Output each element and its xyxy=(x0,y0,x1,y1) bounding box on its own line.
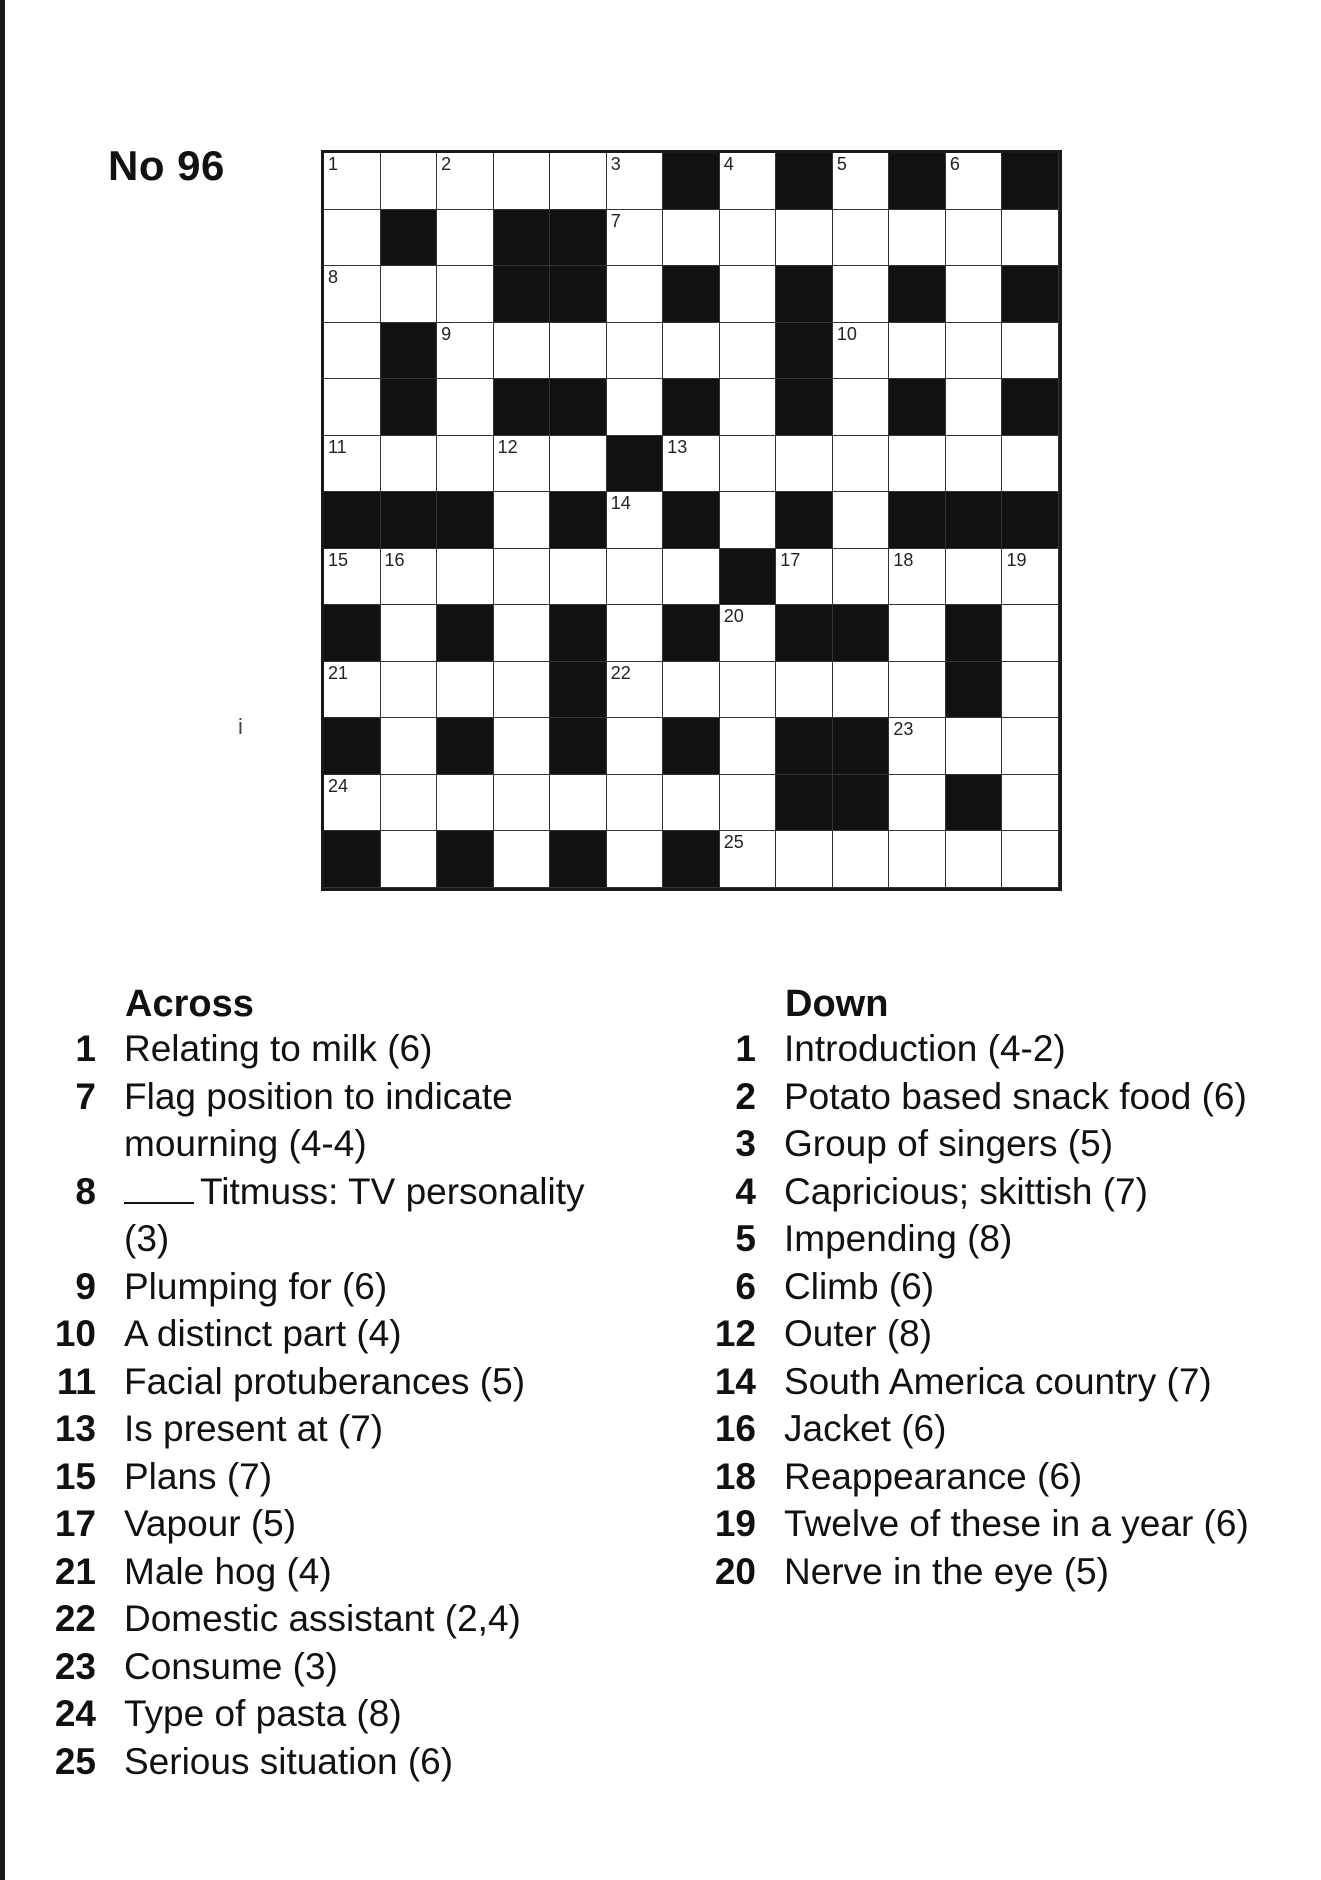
grid-cell-black xyxy=(833,775,890,832)
grid-cell[interactable] xyxy=(833,323,890,380)
grid-cell-black xyxy=(324,718,381,775)
clue-number: 15 xyxy=(54,1455,96,1497)
grid-cell[interactable] xyxy=(324,436,381,493)
grid-cell[interactable] xyxy=(663,549,720,606)
grid-cell[interactable] xyxy=(833,153,890,210)
stray-mark: i xyxy=(238,714,243,739)
grid-cell[interactable] xyxy=(720,379,777,436)
grid-cell[interactable] xyxy=(550,153,607,210)
grid-cell-black xyxy=(946,662,1003,719)
grid-cell-black xyxy=(889,492,946,549)
cell-number: 17 xyxy=(780,549,801,570)
grid-cell-black xyxy=(1002,379,1059,436)
grid-cell[interactable] xyxy=(607,323,664,380)
grid-cell[interactable] xyxy=(381,436,438,493)
grid-cell[interactable] xyxy=(437,775,494,832)
clue-number: 9 xyxy=(75,1265,96,1307)
clue-number: 16 xyxy=(714,1408,756,1449)
grid-cell[interactable] xyxy=(889,436,946,493)
cell-number: 5 xyxy=(836,154,847,174)
clue-text: Plumping for (6) xyxy=(124,1265,388,1307)
grid-cell[interactable] xyxy=(494,153,551,210)
grid-cell-black xyxy=(494,266,551,323)
clue-text: Impending (8) xyxy=(784,1218,1013,1259)
across-clue-1 xyxy=(40,1025,600,1073)
grid-cell[interactable] xyxy=(607,605,664,662)
grid-cell-black xyxy=(381,379,438,436)
grid-cell[interactable] xyxy=(720,775,777,832)
grid-cell-black xyxy=(889,266,946,323)
grid-cell-black xyxy=(663,718,720,775)
grid-cell[interactable] xyxy=(607,831,664,888)
grid-cell[interactable] xyxy=(437,436,494,493)
clue-text: Jacket (6) xyxy=(784,1408,947,1449)
grid-cell[interactable] xyxy=(889,718,946,775)
grid-cell[interactable] xyxy=(889,605,946,662)
across-clue-25 xyxy=(40,1738,600,1786)
grid-cell[interactable] xyxy=(663,662,720,719)
grid-cell-black xyxy=(776,153,833,210)
clue-text: Twelve of these in a year (6) xyxy=(784,1503,1249,1544)
grid-cell-black xyxy=(946,605,1003,662)
grid-cell[interactable] xyxy=(720,153,777,210)
grid-cell-black xyxy=(776,492,833,549)
clue-number: 12 xyxy=(714,1313,756,1354)
grid-cell[interactable] xyxy=(946,323,1003,380)
grid-cell[interactable] xyxy=(607,379,664,436)
grid-cell[interactable] xyxy=(889,775,946,832)
grid-cell-black xyxy=(889,153,946,210)
clue-text: Flag position to indicate mourning (4-4) xyxy=(124,1075,513,1164)
grid-cell[interactable] xyxy=(720,605,777,662)
across-clue-21 xyxy=(40,1548,600,1596)
grid-cell-black xyxy=(607,436,664,493)
grid-cell-black xyxy=(1002,492,1059,549)
grid-cell[interactable] xyxy=(381,549,438,606)
grid-cell[interactable] xyxy=(663,436,720,493)
grid-cell[interactable] xyxy=(494,323,551,380)
grid-cell[interactable] xyxy=(550,436,607,493)
across-clue-17 xyxy=(40,1500,600,1548)
grid-cell-black xyxy=(663,266,720,323)
clue-number: 11 xyxy=(56,1360,96,1402)
grid-cell[interactable] xyxy=(776,549,833,606)
grid-cell-black xyxy=(437,605,494,662)
grid-cell-black xyxy=(550,266,607,323)
clue-number: 24 xyxy=(54,1693,96,1734)
cell-number: 6 xyxy=(949,154,960,174)
grid-cell[interactable] xyxy=(833,492,890,549)
grid-cell[interactable] xyxy=(607,662,664,719)
grid-cell-black xyxy=(776,266,833,323)
grid-cell[interactable] xyxy=(324,323,381,380)
clue-text: Climb (6) xyxy=(784,1265,935,1307)
clue-text: Type of pasta (8) xyxy=(124,1693,402,1734)
grid-cell-black xyxy=(550,492,607,549)
clue-blank-line xyxy=(124,1174,194,1204)
grid-cell-black xyxy=(437,718,494,775)
grid-cell[interactable] xyxy=(1002,831,1059,888)
clue-number: 14 xyxy=(714,1360,756,1402)
clue-text: Is present at (7) xyxy=(124,1408,384,1449)
clue-number: 25 xyxy=(54,1740,96,1782)
down-clue-6 xyxy=(700,1263,1310,1311)
grid-cell[interactable] xyxy=(550,549,607,606)
grid-cell[interactable] xyxy=(776,210,833,267)
grid-cell[interactable] xyxy=(437,379,494,436)
clue-text: Male hog (4) xyxy=(124,1550,332,1592)
grid-cell[interactable] xyxy=(833,210,890,267)
grid-cell[interactable] xyxy=(833,549,890,606)
grid-cell[interactable] xyxy=(1002,436,1059,493)
grid-cell[interactable] xyxy=(833,379,890,436)
cell-number: 25 xyxy=(723,832,744,853)
across-clue-7 xyxy=(40,1073,600,1168)
grid-cell[interactable] xyxy=(720,210,777,267)
clue-text: A distinct part (4) xyxy=(124,1313,402,1354)
across-clue-8 xyxy=(40,1168,600,1263)
grid-cell-black xyxy=(550,718,607,775)
grid-cell-black xyxy=(550,831,607,888)
clue-text: Capricious; skittish (7) xyxy=(784,1170,1148,1212)
grid-cell[interactable] xyxy=(720,662,777,719)
grid-cell[interactable] xyxy=(946,210,1003,267)
grid-cell[interactable] xyxy=(720,266,777,323)
grid-cell[interactable] xyxy=(946,718,1003,775)
grid-cell[interactable] xyxy=(381,605,438,662)
grid-cell-black xyxy=(663,492,720,549)
across-clue-11 xyxy=(40,1358,600,1406)
grid-cell[interactable] xyxy=(437,266,494,323)
down-clues xyxy=(700,983,1310,1595)
grid-cell[interactable] xyxy=(776,436,833,493)
cell-number: 14 xyxy=(610,493,631,514)
grid-cell-black xyxy=(720,549,777,606)
grid-cell-black xyxy=(550,662,607,719)
cell-number: 21 xyxy=(328,662,349,683)
clue-text: Reappearance (6) xyxy=(784,1455,1083,1497)
clue-text: Outer (8) xyxy=(784,1313,933,1354)
down-clue-list xyxy=(700,1025,1310,1595)
grid-cell[interactable] xyxy=(324,153,381,210)
down-clue-16 xyxy=(700,1405,1310,1453)
grid-cell[interactable] xyxy=(1002,775,1059,832)
clue-number: 19 xyxy=(714,1503,756,1544)
grid-cell[interactable] xyxy=(946,831,1003,888)
grid-cell[interactable] xyxy=(437,662,494,719)
grid-cell[interactable] xyxy=(437,549,494,606)
grid-cell[interactable] xyxy=(324,379,381,436)
grid-cell[interactable] xyxy=(889,549,946,606)
grid-cell-black xyxy=(381,323,438,380)
grid-cell[interactable] xyxy=(550,323,607,380)
cell-number: 4 xyxy=(723,154,734,174)
cell-number: 7 xyxy=(610,210,621,231)
cell-number: 2 xyxy=(441,154,452,174)
clue-number: 22 xyxy=(54,1598,96,1639)
grid-cell-black xyxy=(1002,266,1059,323)
grid-cell-black xyxy=(776,379,833,436)
grid-cell[interactable] xyxy=(946,436,1003,493)
across-clue-22 xyxy=(40,1595,600,1643)
clue-number: 3 xyxy=(735,1123,756,1164)
clue-number: 23 xyxy=(54,1645,96,1687)
clue-text: South America country (7) xyxy=(784,1360,1212,1402)
grid-cell-black xyxy=(663,153,720,210)
cell-number: 9 xyxy=(441,323,452,344)
grid-cell-black xyxy=(494,210,551,267)
grid-cell[interactable] xyxy=(720,831,777,888)
cell-number: 16 xyxy=(384,549,405,570)
grid-cell-black xyxy=(550,379,607,436)
grid-cell[interactable] xyxy=(324,662,381,719)
grid-cell-black xyxy=(324,492,381,549)
grid-cell[interactable] xyxy=(889,662,946,719)
grid-cell[interactable] xyxy=(381,775,438,832)
grid-cell[interactable] xyxy=(607,153,664,210)
grid-cell-black xyxy=(776,775,833,832)
clue-text: Introduction (4-2) xyxy=(784,1028,1066,1069)
down-clue-4 xyxy=(700,1168,1310,1216)
grid-cell[interactable] xyxy=(494,831,551,888)
grid-cell-black xyxy=(381,492,438,549)
grid-cell[interactable] xyxy=(889,831,946,888)
cell-number: 20 xyxy=(723,606,744,627)
grid-cell[interactable] xyxy=(663,210,720,267)
clue-number: 1 xyxy=(735,1028,756,1069)
grid-cell-black xyxy=(381,210,438,267)
clue-number: 10 xyxy=(54,1313,96,1354)
down-clue-2 xyxy=(700,1073,1310,1121)
grid-cell[interactable] xyxy=(437,323,494,380)
grid-cell[interactable] xyxy=(663,775,720,832)
grid-cell[interactable] xyxy=(607,492,664,549)
clue-number: 20 xyxy=(714,1550,756,1592)
grid-cell[interactable] xyxy=(1002,323,1059,380)
puzzle-title: No 96 xyxy=(108,142,225,189)
across-clues xyxy=(40,983,600,1785)
grid-cell[interactable] xyxy=(776,662,833,719)
grid-cell-black xyxy=(663,379,720,436)
grid-cell[interactable] xyxy=(720,492,777,549)
across-clue-10 xyxy=(40,1310,600,1358)
grid-cell[interactable] xyxy=(1002,549,1059,606)
grid-cell-black xyxy=(550,605,607,662)
cell-number: 12 xyxy=(497,436,518,457)
grid-cell[interactable] xyxy=(381,831,438,888)
clue-number: 8 xyxy=(75,1170,96,1212)
across-clue-24 xyxy=(40,1690,600,1738)
grid-cell-black xyxy=(776,718,833,775)
grid-cell-black xyxy=(889,379,946,436)
grid-cell[interactable] xyxy=(776,831,833,888)
down-clue-18 xyxy=(700,1453,1310,1501)
grid-cell[interactable] xyxy=(833,831,890,888)
grid-cell[interactable] xyxy=(381,266,438,323)
cell-number: 8 xyxy=(328,267,339,288)
clue-text: Domestic assistant (2,4) xyxy=(124,1598,521,1639)
grid-cell-black xyxy=(833,718,890,775)
grid-cell-black xyxy=(663,605,720,662)
across-clue-list xyxy=(40,1025,600,1785)
grid-cell[interactable] xyxy=(946,266,1003,323)
clue-number: 1 xyxy=(75,1028,96,1069)
cell-number: 13 xyxy=(667,436,688,457)
grid-cell[interactable] xyxy=(381,718,438,775)
grid-cell-black xyxy=(946,492,1003,549)
grid-cell[interactable] xyxy=(494,436,551,493)
clue-number: 5 xyxy=(735,1218,756,1259)
grid-cell[interactable] xyxy=(607,210,664,267)
grid-cell-black xyxy=(776,605,833,662)
clue-text: Consume (3) xyxy=(124,1645,338,1687)
cell-number: 22 xyxy=(610,662,631,683)
grid-cell-black xyxy=(437,831,494,888)
clue-number: 7 xyxy=(75,1075,96,1117)
grid-cell-black xyxy=(550,210,607,267)
clue-text: Facial protuberances (5) xyxy=(124,1360,526,1402)
down-clue-1 xyxy=(700,1025,1310,1073)
grid-cell[interactable] xyxy=(720,323,777,380)
clue-text: Plans (7) xyxy=(124,1455,273,1497)
grid-cell[interactable] xyxy=(607,549,664,606)
across-clue-13 xyxy=(40,1405,600,1453)
grid-cell[interactable] xyxy=(720,718,777,775)
across-heading: Across xyxy=(125,983,254,1025)
down-clue-19 xyxy=(700,1500,1310,1548)
across-clue-9 xyxy=(40,1263,600,1311)
down-clue-20 xyxy=(700,1548,1310,1596)
grid-cell[interactable] xyxy=(607,266,664,323)
down-heading: Down xyxy=(785,983,889,1025)
clue-number: 4 xyxy=(735,1170,756,1212)
down-clue-3 xyxy=(700,1120,1310,1168)
grid-cell[interactable] xyxy=(494,775,551,832)
clue-number: 18 xyxy=(714,1455,756,1497)
clue-text: Titmuss: TV personality (3) xyxy=(124,1170,585,1259)
grid-cell-black xyxy=(324,605,381,662)
grid-cell[interactable] xyxy=(494,718,551,775)
grid-cell[interactable] xyxy=(550,775,607,832)
grid-cell[interactable] xyxy=(946,379,1003,436)
grid-cell[interactable] xyxy=(1002,662,1059,719)
grid-cell[interactable] xyxy=(494,605,551,662)
grid-cell[interactable] xyxy=(324,549,381,606)
grid-cell[interactable] xyxy=(381,153,438,210)
cell-number: 10 xyxy=(836,323,857,344)
grid-cell[interactable] xyxy=(324,266,381,323)
grid-cell[interactable] xyxy=(324,210,381,267)
grid-cell[interactable] xyxy=(833,436,890,493)
clue-text: Relating to milk (6) xyxy=(124,1028,433,1069)
grid-cell[interactable] xyxy=(437,153,494,210)
clue-text: Potato based snack food (6) xyxy=(784,1075,1247,1117)
grid-cell[interactable] xyxy=(720,436,777,493)
clue-text: Group of singers (5) xyxy=(784,1123,1114,1164)
grid-cell[interactable] xyxy=(494,662,551,719)
grid-cell[interactable] xyxy=(1002,210,1059,267)
down-clue-5 xyxy=(700,1215,1310,1263)
cell-number: 15 xyxy=(328,549,349,570)
grid-cell[interactable] xyxy=(1002,605,1059,662)
grid-cell-black xyxy=(663,831,720,888)
grid-cell[interactable] xyxy=(663,323,720,380)
down-clue-12 xyxy=(700,1310,1310,1358)
grid-cell[interactable] xyxy=(494,492,551,549)
grid-cell-black xyxy=(946,775,1003,832)
grid-cell-black xyxy=(324,831,381,888)
grid-cell-black xyxy=(776,323,833,380)
grid-cell[interactable] xyxy=(607,775,664,832)
grid-cell[interactable] xyxy=(437,210,494,267)
grid-cell[interactable] xyxy=(889,323,946,380)
grid-cell[interactable] xyxy=(946,153,1003,210)
grid-cell-black xyxy=(437,492,494,549)
grid-cell[interactable] xyxy=(1002,718,1059,775)
grid-cell[interactable] xyxy=(494,549,551,606)
cell-number: 1 xyxy=(328,154,339,174)
cell-number: 18 xyxy=(893,549,914,570)
grid-cell-black xyxy=(1002,153,1059,210)
cell-number: 23 xyxy=(893,719,914,740)
grid-cell[interactable] xyxy=(381,662,438,719)
clue-number: 17 xyxy=(54,1503,96,1544)
clue-text: Nerve in the eye (5) xyxy=(784,1550,1109,1592)
clue-text: Vapour (5) xyxy=(124,1503,297,1544)
cell-number: 11 xyxy=(328,436,347,457)
clue-number: 6 xyxy=(735,1265,756,1307)
grid-cell-black xyxy=(833,605,890,662)
grid-cell[interactable] xyxy=(324,775,381,832)
clue-number: 21 xyxy=(54,1550,96,1592)
page-edge-line xyxy=(0,0,5,1880)
crossword-grid xyxy=(321,150,1062,891)
grid-cell[interactable] xyxy=(833,266,890,323)
down-clue-14 xyxy=(700,1358,1310,1406)
grid-cell[interactable] xyxy=(607,718,664,775)
cell-number: 24 xyxy=(328,775,349,796)
across-clue-23 xyxy=(40,1643,600,1691)
grid-cell[interactable] xyxy=(946,549,1003,606)
grid-cell[interactable] xyxy=(889,210,946,267)
clue-number: 13 xyxy=(54,1408,96,1449)
grid-cell-black xyxy=(494,379,551,436)
cell-number: 3 xyxy=(610,154,621,174)
grid-cell[interactable] xyxy=(833,662,890,719)
clue-number: 2 xyxy=(735,1075,756,1117)
clue-text: Serious situation (6) xyxy=(124,1740,454,1782)
cell-number: 19 xyxy=(1006,549,1027,570)
across-clue-15 xyxy=(40,1453,600,1501)
